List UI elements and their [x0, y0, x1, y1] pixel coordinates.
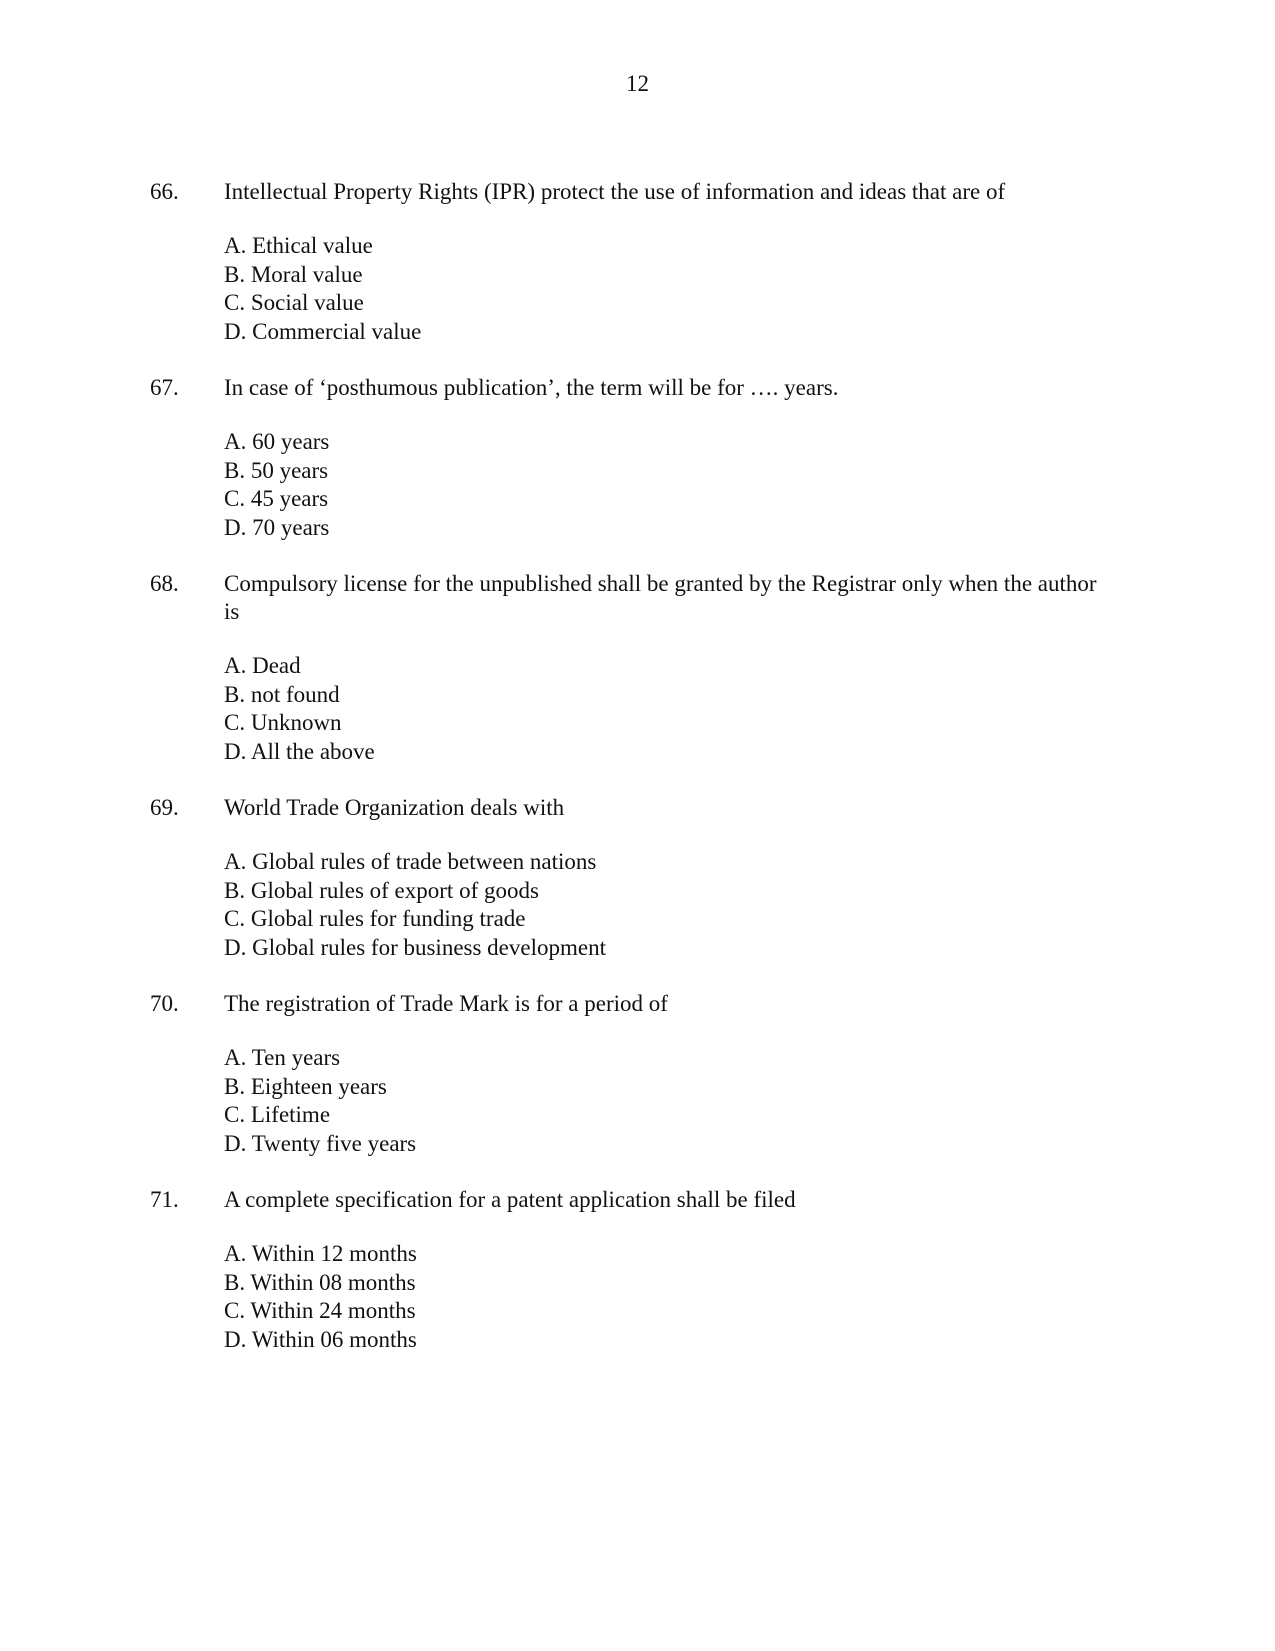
question-71 — [0, 1186, 1275, 1354]
option-list — [224, 652, 1275, 766]
option-list — [224, 848, 1275, 962]
option-a: A. Ten years — [224, 1045, 341, 1070]
question-number: 71. — [150, 1187, 179, 1212]
question-text: In case of ‘posthumous publication’, the term will be for …. years. — [224, 375, 839, 400]
option-list — [224, 428, 1275, 542]
question-70 — [0, 990, 1275, 1158]
question-69 — [0, 794, 1275, 962]
option-c: C. Global rules for funding trade — [224, 906, 526, 931]
option-d: D. All the above — [224, 738, 375, 764]
option-b: B. not found — [224, 681, 340, 707]
option-b: B. Eighteen years — [224, 1073, 387, 1099]
question-text: Compulsory license for the unpublished shall be granted by the Registrar only when the author is — [224, 571, 1097, 624]
question-number: 70. — [150, 991, 179, 1016]
question-text: The registration of Trade Mark is for a period of — [224, 991, 668, 1016]
option-d: D. Commercial value — [224, 318, 422, 344]
option-a: A. Dead — [224, 653, 301, 678]
question-67 — [0, 374, 1275, 542]
question-text: Intellectual Property Rights (IPR) protect the use of information and ideas that are of — [224, 179, 1006, 204]
option-b: B. Within 08 months — [224, 1269, 416, 1295]
option-a: A. 60 years — [224, 429, 330, 454]
option-list — [224, 1044, 1275, 1158]
question-66 — [0, 178, 1275, 346]
question-number: 67. — [150, 375, 179, 400]
option-c: C. Lifetime — [224, 1102, 331, 1127]
option-d: D. Twenty five years — [224, 1130, 417, 1156]
option-c: C. Unknown — [224, 710, 342, 735]
page-number: 12 — [626, 71, 649, 96]
option-d: D. Within 06 months — [224, 1326, 417, 1352]
option-c: C. Social value — [224, 290, 364, 315]
option-list — [224, 1240, 1275, 1354]
question-68 — [0, 570, 1275, 766]
option-c: C. 45 years — [224, 486, 329, 511]
option-list — [224, 232, 1275, 346]
question-number: 66. — [150, 179, 179, 204]
option-a: A. Within 12 months — [224, 1241, 417, 1266]
option-b: B. Moral value — [224, 261, 363, 287]
option-d: D. 70 years — [224, 514, 330, 540]
question-number: 68. — [150, 571, 179, 596]
option-c: C. Within 24 months — [224, 1298, 416, 1323]
option-b: B. Global rules of export of goods — [224, 877, 539, 903]
question-text: World Trade Organization deals with — [224, 795, 565, 820]
question-text: A complete specification for a patent application shall be filed — [224, 1187, 796, 1212]
question-list — [0, 178, 1275, 1382]
option-b: B. 50 years — [224, 457, 329, 483]
option-d: D. Global rules for business development — [224, 934, 606, 960]
option-a: A. Global rules of trade between nations — [224, 849, 597, 874]
option-a: A. Ethical value — [224, 233, 373, 258]
question-number: 69. — [150, 795, 179, 820]
